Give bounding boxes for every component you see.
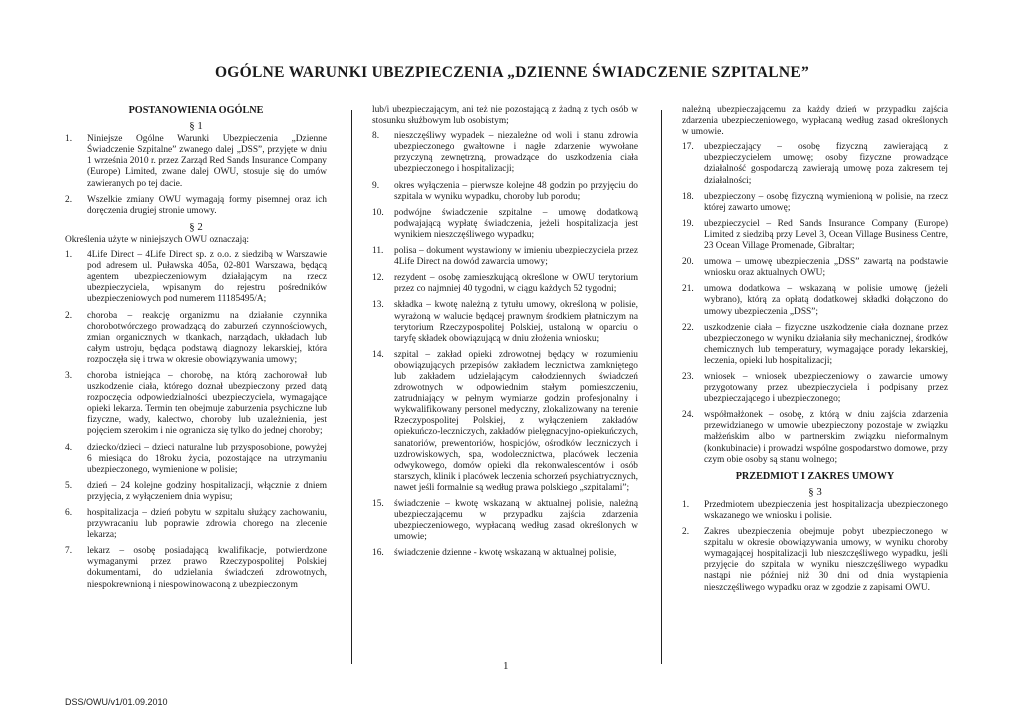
- list-item: 4. dziecko/dzieci – dzieci naturalne lub przysposobione, powyżej 6 miesiąca do 18roku życia, pozostające na utrzymaniu ubezpieczonego, wymienione w polisie;: [65, 442, 327, 475]
- list-item: 11. polisa – dokument wystawiony w imieniu ubezpieczyciela przez 4Life Direct na dowód zawarcia umowy;: [372, 246, 638, 268]
- list-item: 18. ubezpieczony – osobę fizyczną wymienioną w polisie, na rzecz której zawarto umowę;: [682, 191, 948, 213]
- column-3: [682, 105, 948, 599]
- list-item: 6. hospitalizacja – dzień pobytu w szpitalu służący zachowaniu, przywracaniu lub poprawie zdrowia chorego na zlecenie lekarza;: [65, 508, 327, 541]
- list-item: 1. Przedmiotem ubezpieczenia jest hospitalizacja ubezpieczonego wskazanego we wniosku i polisie.: [682, 499, 948, 521]
- list-item: 21. umowa dodatkowa – wskazaną w polisie umowę (jeżeli wybrano), którą za opłatą dodatkowej składki dołączono do umowy ubezpieczenia „DSS”;: [682, 284, 948, 317]
- list-item: 14. szpital – zakład opieki zdrowotnej będący w rozumieniu obowiązujących przepisów zakładem lecznictwa zamkniętego lub zakładem udzielającym całodziennych świadczeń zdrowotnych w odpowiednim stałym pomieszczeniu, zatrudniający w pełnym wymiarze godzin profesjonalny i wykwalifikowany personel medyczny, zlokalizowany na terenie Rzeczypospolitej Polskiej, z wyłączeniem zakładów opiekuńczo-leczniczych, zakładów pielęgnacyjno-opiekuńczych, sanatoriów, prewentoriów, hospicjów, ośrodków leczniczych i uzdrowiskowych, spa, wodolecznictwa, placówek leczenia odwykowego, domów opieki dla rekonwalescentów i osób starszych, klinik i placówek leczenia schorzeń psychiatrycznych, nawet jeśli formalnie są według prawa polskiego „szpitalami”;: [372, 349, 638, 493]
- section-heading: POSTANOWIENIA OGÓLNE: [128, 105, 264, 116]
- list-item: 1. Niniejsze Ogólne Warunki Ubezpieczenia „Dzienne Świadczenie Szpitalne” zwanego dalej „DSS”, przyjęte w dniu 1 września 2010 r. przez Zarząd Red Sands Insurance Company (Europe) Limited, zwane dalej OWU, stosuje się do umów zawieranych po tej dacie.: [65, 134, 327, 189]
- column-2: [372, 105, 638, 564]
- list-item: 7. lekarz – osobę posiadającą kwalifikacje, potwierdzone wymaganymi przez prawo Rzeczypospolitej Polskiej dokumentami, do udzielania świadczeń zdrowotnych, niespokrewnioną i niespowinowaconą z ubezpieczonym: [65, 546, 327, 590]
- paragraph-mark: § 2: [189, 220, 203, 233]
- list-item: 24. współmałżonek – osobę, z którą w dniu zajścia zdarzenia przewidzianego w umowie ubezpieczony pozostaje w związku małżeńskim albo w partnerskim związku nieformalnym (konkubinacie) i prowadzi wspólne gospodarstwo domowe, przy czym obie osoby są stanu wolnego;: [682, 410, 948, 465]
- list-item: 19. ubezpieczyciel – Red Sands Insurance Company (Europe) Limited z siedzibą przy Level 3, Ocean Village Business Centre, 23 Ocean Village Promenade, Gibraltar;: [682, 218, 948, 252]
- list-item: 10. podwójne świadczenie szpitalne – umowę dodatkową podwajającą wypłatę świadczenia, jeżeli hospitalizacja jest wynikiem nieszczęśliwego wypadku;: [372, 207, 638, 240]
- list-item: 20. umowa – umowę ubezpieczenia „DSS” zawartą na podstawie wniosku oraz aktualnych OWU;: [682, 257, 948, 279]
- list-item: 2. Wszelkie zmiany OWU wymagają formy pisemnej oraz ich doręczenia drugiej stronie umowy.: [65, 194, 327, 216]
- list-item: 9. okres wyłączenia – pierwsze kolejne 48 godzin po przyjęciu do szpitala w wyniku wypadku, choroby lub porodu;: [372, 180, 638, 202]
- continued-text: należną ubezpieczającemu za każdy dzień w przypadku zajścia zdarzenia ubezpieczeniowego, wypłacaną według zasad określonych w umowie.: [682, 105, 948, 138]
- document-title: OGÓLNE WARUNKI UBEZPIECZENIA „DZIENNE ŚWIADCZENIE SZPITALNE”: [214, 64, 810, 81]
- column-divider: [661, 110, 662, 664]
- intro-text: Określenia użyte w niniejszych OWU oznaczają:: [65, 234, 250, 245]
- paragraph-mark: § 3: [808, 485, 822, 498]
- list-item: 1. 4Life Direct – 4Life Direct sp. z o.o. z siedzibą w Warszawie pod adresem ul. Puławska 405a, 02-801 Warszawa, będącą agentem ubezpieczeniowym działającym na rzecz ubezpieczyciela, wpisanym do rejestru pośredników ubezpieczeniowych pod numerem 11185495/A;: [65, 250, 327, 305]
- paragraph-mark: § 1: [189, 120, 203, 133]
- list-item: 5. dzień – 24 kolejne godziny hospitalizacji, włącznie z dniem przyjęcia, z wyłączeniem dnia wypisu;: [65, 480, 327, 502]
- footer-code: DSS/OWU/v1/01.09.2010: [65, 697, 168, 707]
- column-1: [65, 105, 327, 596]
- list-item: 12. rezydent – osobę zamieszkującą określone w OWU terytorium przez co najmniej 40 tygodni, w ciągu każdych 52 tygodni;: [372, 273, 638, 295]
- list-item: 23. wniosek – wniosek ubezpieczeniowy o zawarcie umowy przygotowany przez ubezpieczyciela i podpisany przez ubezpieczającego i ubezpieczonego;: [682, 371, 948, 405]
- list-item: 2. choroba – reakcję organizmu na działanie czynnika chorobotwórczego prowadzącą do zaburzeń czynnościowych, zmian organicznych w tkankach, narządach, układach lub całym ustroju, będąca podstawą diagnozy lekarskiej, która rozpoczęła się i trwa w okresie obowiązywania umowy;: [65, 310, 327, 365]
- continued-text: lub/i ubezpieczającym, ani też nie pozostającą z żadną z tych osób w stosunku służbowym lub osobistym;: [372, 105, 638, 127]
- list-item: 2. Zakres ubezpieczenia obejmuje pobyt ubezpieczonego w szpitalu w okresie obowiązywania umowy, w wyniku choroby wymagającej hospitalizacji lub nieszczęśliwego wypadku, jeśli przyjęcie do szpitala w wyniku nieszczęśliwego wypadku nastąpi nie później niż 30 dni od dnia wystąpienia nieszczęśliwego wypadku oraz w zgodzie z zapisami OWU.: [682, 527, 948, 593]
- column-divider: [351, 110, 352, 664]
- list-item: 13. składka – kwotę należną z tytułu umowy, określoną w polisie, wyrażoną w walucie będącej prawnym środkiem płatniczym na terytorium Rzeczypospolitej Polskiej, ustaloną w oparciu o taryfę składek obowiązującą w dniu złożenia wniosku;: [372, 300, 638, 344]
- list-item: 17. ubezpieczający – osobę fizyczną zawierającą z ubezpieczycielem umowę; osoby fizyczne prowadzące działalność gospodarczą zawierają umowę poza zakresem tej działalności;: [682, 142, 948, 186]
- list-item: 15. świadczenie – kwotę wskazaną w aktualnej polisie, należną ubezpieczającemu w przypadku zajścia zdarzenia ubezpieczeniowego, wypłacaną według zasad określonych w umowie;: [372, 499, 638, 543]
- list-item: 22. uszkodzenie ciała – fizyczne uszkodzenie ciała doznane przez ubezpieczonego w wyniku działania siły mechanicznej, środków chemicznych lub temperatury, wymagające porady lekarskiej, leczenia, opieki lub hospitalizacji;: [682, 322, 948, 366]
- list-item: 8. nieszczęśliwy wypadek – niezależne od woli i stanu zdrowia ubezpieczonego gwałtowne i nagłe zdarzenie wywołane przyczyną zewnętrzną, prowadzące do uszkodzenia ciała ubezpieczonego i hospitalizacji;: [372, 131, 638, 175]
- list-item: 16. świadczenie dzienne - kwotę wskazaną w aktualnej polisie,: [372, 548, 617, 559]
- section-heading: PRZEDMIOT I ZAKRES UMOWY: [735, 470, 895, 482]
- page-number: 1: [503, 660, 509, 672]
- list-item: 3. choroba istniejąca – chorobę, na którą zachorował lub uszkodzenie ciała, którego doznał ubezpieczony przed datą rozpoczęcia odpowiedzialności ubezpieczyciela, wymagające opieki lekarza. Termin ten obejmuje zaburzenia psychiczne lub fizyczne, wady, kalectwo, choroby lub uzależnienia, jest pojęciem szerokim i nie ogranicza się tylko do jednej choroby;: [65, 370, 327, 437]
